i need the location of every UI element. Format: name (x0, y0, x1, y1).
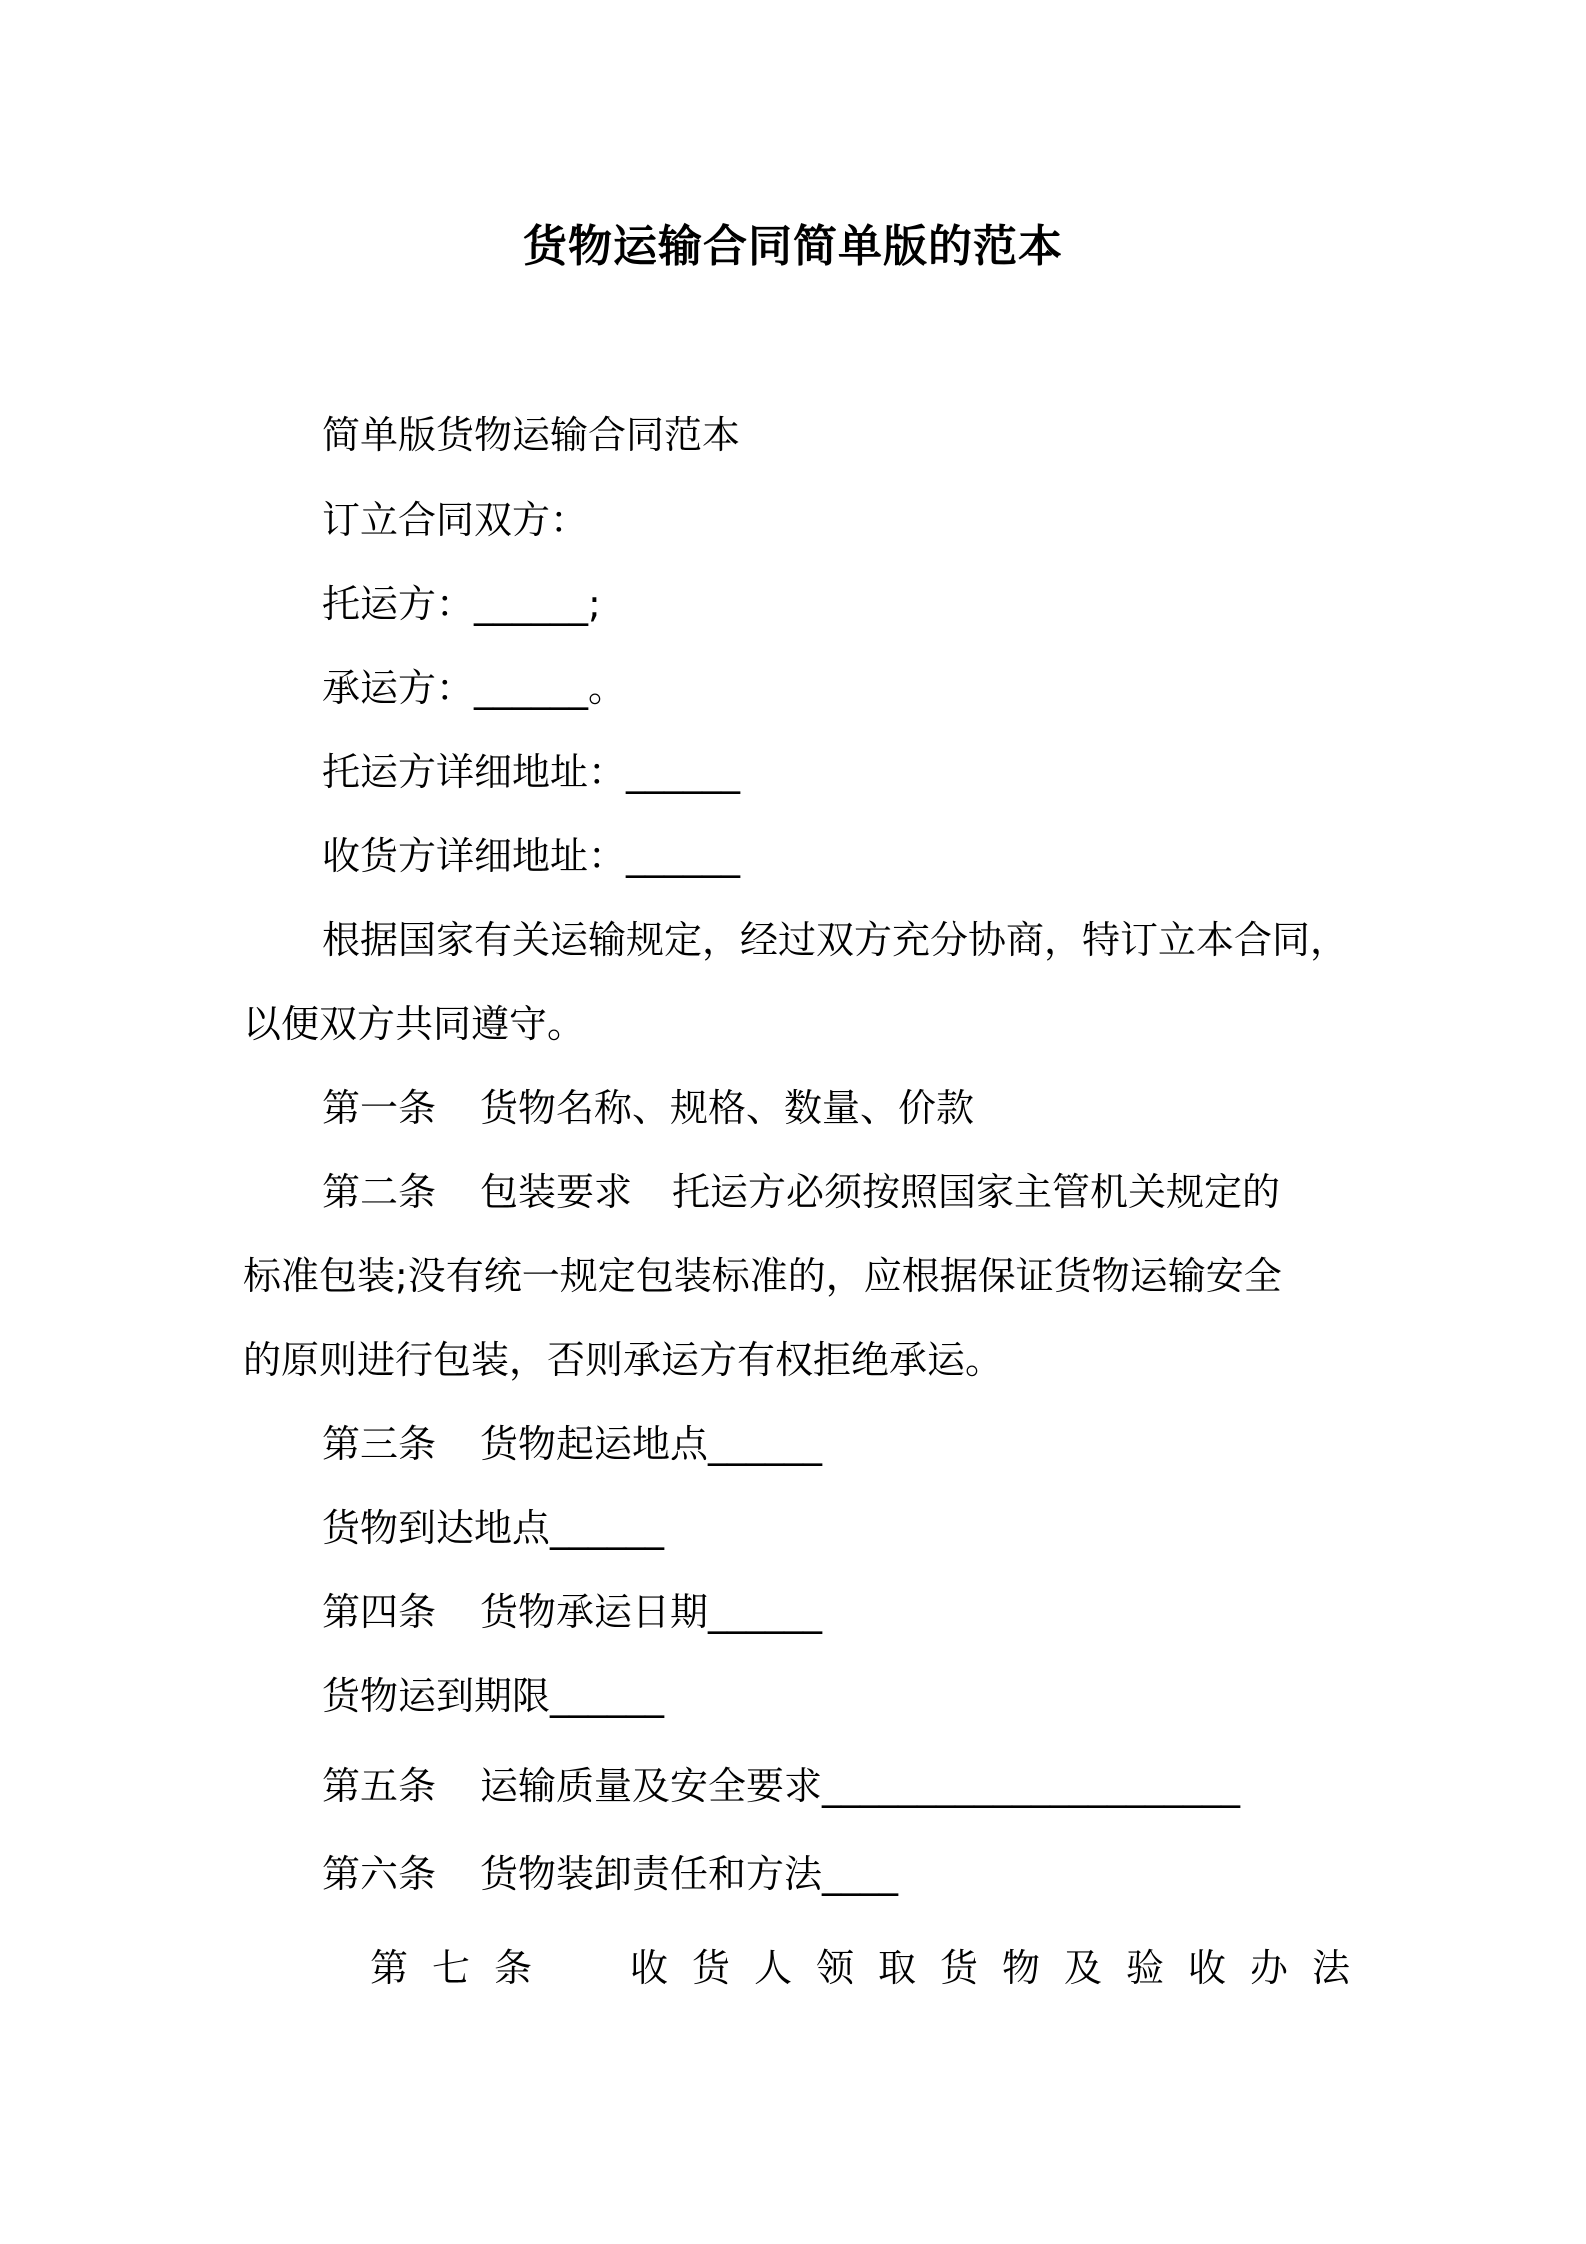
article-6 (322, 1844, 898, 1904)
parties-heading: 订立合同双方： (322, 498, 589, 542)
article-1 (322, 1078, 974, 1138)
article-2-line-3: 的原则进行包装，否则承运方有权拒绝承运。 (243, 1338, 1004, 1382)
article-7-char: 货 (691, 1946, 730, 1990)
article-7-char: 取 (877, 1946, 916, 1990)
article-1-number: 第一条 (322, 1086, 437, 1130)
article-2-number: 第二条 (322, 1170, 437, 1214)
document-title: 货物运输合同简单版的范本 (523, 221, 1063, 272)
article-7-char: 收 (1187, 1946, 1226, 1990)
article-3-line-2: 货物到达地点______ (322, 1506, 665, 1550)
article-2-line-2: 标准包装;没有统一规定包装标准的，应根据保证货物运输安全 (243, 1254, 1282, 1298)
article-7-char: 收 (629, 1946, 668, 1990)
article-5 (322, 1756, 1240, 1816)
article-4-text: 货物承运日期______ (480, 1590, 823, 1634)
article-5-text: 运输质量及安全要求______________________ (480, 1764, 1241, 1808)
article-7-char: 人 (753, 1946, 792, 1990)
preamble-line-2: 以便双方共同遵守。 (243, 1002, 586, 1046)
article-7-char: 办 (1249, 1946, 1288, 1990)
article-7-char: 验 (1125, 1946, 1164, 1990)
shipper-address-line: 托运方详细地址：______ (322, 750, 741, 794)
article-7-char: 第 (370, 1946, 409, 1990)
article-3-number: 第三条 (322, 1422, 437, 1466)
article-4-line-2: 货物运到期限______ (322, 1674, 665, 1718)
carrier-line: 承运方：______。 (322, 666, 627, 710)
consignee-address-line: 收货方详细地址：______ (322, 834, 741, 878)
article-3 (322, 1414, 822, 1474)
article-2 (322, 1162, 1280, 1222)
article-5-number: 第五条 (322, 1764, 437, 1808)
article-7-char: 七 (432, 1946, 471, 1990)
article-7-char: 条 (494, 1946, 533, 1990)
article-7-char: 货 (939, 1946, 978, 1990)
article-6-text: 货物装卸责任和方法____ (480, 1852, 899, 1896)
article-7-spacer (556, 1938, 606, 1998)
preamble-line-1: 根据国家有关运输规定，经过双方充分协商，特订立本合同， (322, 918, 1349, 962)
article-7-char: 物 (1001, 1946, 1040, 1990)
article-7-char: 领 (815, 1946, 854, 1990)
article-6-number: 第六条 (322, 1852, 437, 1896)
article-7-char: 法 (1311, 1946, 1350, 1990)
article-1-text: 货物名称、规格、数量、价款 (480, 1086, 975, 1130)
article-7 (370, 1938, 1350, 1998)
article-3-text: 货物起运地点______ (480, 1422, 823, 1466)
article-7-char: 及 (1063, 1946, 1102, 1990)
article-2-text: 托运方必须按照国家主管机关规定的 (672, 1170, 1281, 1214)
article-4-number: 第四条 (322, 1590, 437, 1634)
article-4 (322, 1582, 822, 1642)
shipper-line: 托运方：______; (322, 582, 601, 626)
subtitle-line: 简单版货物运输合同范本 (322, 413, 741, 457)
article-2-heading: 包装要求 (480, 1170, 633, 1214)
